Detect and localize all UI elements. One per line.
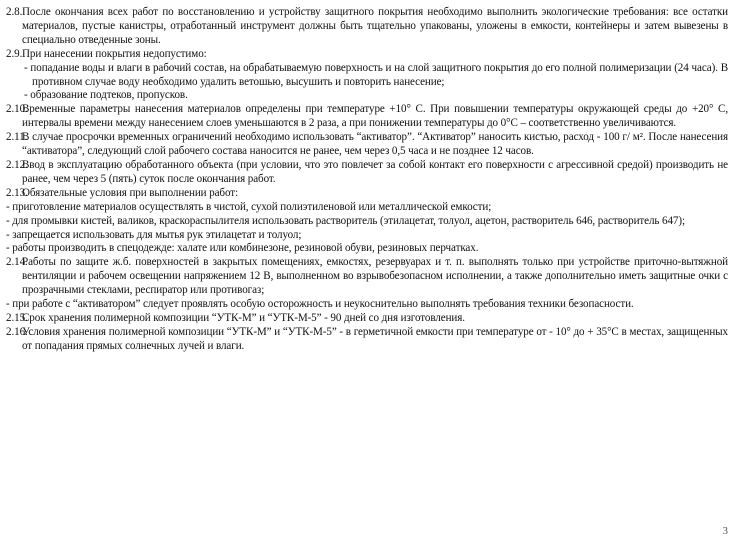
section-text: Работы по защите ж.б. поверхностей в закрытых помещениях, емкостях, резервуарах и т. п. выполнять только при устройстве приточно-вытяжной вентиляции и рабочем освещении напряжением 12 В, выполненном во взрывобезопасном исполнении, а также дополнительно иметь защитные очки с прозрачными стеклами, респиратор или противогаз; xyxy=(22,256,728,297)
section-text: При нанесении покрытия недопустимо: xyxy=(22,47,207,60)
section-text: Ввод в эксплуатацию обработанного объекта (при условии, что это повлечет за собой контакт его поверхности с агрессивной средой) производить не ранее, чем через 5 (пять) суток после окончания работ. xyxy=(22,158,728,185)
section-text: В случае просрочки временных ограничений необходимо использовать “активатор”. “Активатор” наносить кистью, расход - 100 г/ м². После нанесения “активатора”, следующий слой рабочего состава наносится не ранее, чем через 0,5 часа и не позднее 12 часов. xyxy=(22,131,728,158)
section-number: 2.12. xyxy=(6,158,28,171)
section-2-14 xyxy=(6,256,728,298)
section-text: После окончания всех работ по восстановлению и устройству защитного покрытия необходимо выполнить экологические требования: все остатки материалов, пустые канистры, отработанный инструмент должны быть тщательно упакованы, уложены в емкости, контейнеры и затем вывезены в специально отведенные зоны. xyxy=(22,6,728,46)
section-2-16 xyxy=(6,326,728,354)
section-number: 2.16. xyxy=(6,325,28,338)
section-text: Условия хранения полимерной композиции “УТК-М” и “УТК-М-5” - в герметичной емкости при температуре от - 10° до + 35°С в местах, защищенных от попадания прямых солнечных лучей и влаги. xyxy=(22,325,728,352)
section-2-15 xyxy=(6,312,728,326)
section-number: 2.11. xyxy=(6,131,28,144)
list-item: - попадание воды и влаги в рабочий состав, на обрабатываемую поверхность и на слой защитного покрытия до его полной полимеризации (24 часа). В противном случае воду необходимо удалить ветошью, высушить и повторить нанесение; xyxy=(24,61,728,88)
section-number: 2.10. xyxy=(6,103,28,116)
section-2-11 xyxy=(6,131,728,159)
list-item: - работы производить в спецодежде: халате или комбинезоне, резиновой обуви, резиновых перчатках. xyxy=(6,242,479,255)
section-2-8 xyxy=(6,6,728,48)
section-number: 2.13. xyxy=(6,186,28,199)
list-item: - при работе с “активатором” следует проявлять особую осторожность и неукоснительно выполнять требования техники безопасности. xyxy=(6,298,634,311)
section-number: 2.8. xyxy=(6,6,23,18)
section-text: Обязательные условия при выполнении работ: xyxy=(22,186,239,199)
list-item: - для промывки кистей, валиков, краскораспылителя использовать растворитель (этилацетат, толуол, ацетон, растворитель 646, растворитель 647); xyxy=(6,214,685,227)
section-2-12 xyxy=(6,159,728,187)
list-item: - образование подтеков, пропусков. xyxy=(24,89,188,102)
section-text: Временные параметры нанесения материалов определены при температуре +10° С. При повышении температуры окружающей среды до +20° С, интервалы времени между нанесением слоев уменьшаются в 2 раза, а при понижении температуры до 0°С – соответственно увеличиваются. xyxy=(22,103,728,130)
document-body xyxy=(6,6,728,354)
section-number: 2.15. xyxy=(6,311,28,324)
section-2-9 xyxy=(6,48,728,62)
list-item: - запрещается использовать для мытья рук этилацетат и толуол; xyxy=(6,228,302,241)
section-number: 2.14. xyxy=(6,256,28,269)
page-number: 3 xyxy=(722,525,728,537)
section-2-13 xyxy=(6,187,728,201)
section-number: 2.9. xyxy=(6,47,23,60)
section-2-10 xyxy=(6,103,728,131)
section-text: Срок хранения полимерной композиции “УТК-М” и “УТК-М-5” - 90 дней со дня изготовления. xyxy=(22,311,465,324)
list-item: - приготовление материалов осуществлять в чистой, сухой полиэтиленовой или металлической емкости; xyxy=(6,200,492,213)
